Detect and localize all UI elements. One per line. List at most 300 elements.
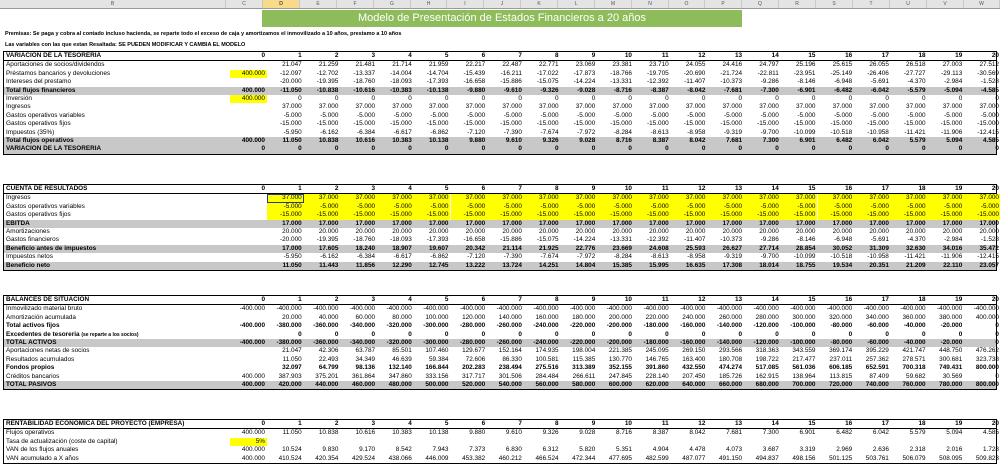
cell-year-15[interactable]: -23.951 xyxy=(793,69,816,77)
cell-year-7[interactable]: -15.000 xyxy=(500,120,522,128)
cell-year-18[interactable]: 2.318 xyxy=(909,446,926,454)
cell-year-14[interactable]: 7.300 xyxy=(762,136,779,144)
cell-year-6[interactable]: -15.000 xyxy=(463,120,486,128)
cell-year-13[interactable]: 26.627 xyxy=(722,244,743,252)
cell-year-1[interactable]: -5.950 xyxy=(283,253,302,261)
cell-year-17[interactable]: -60.000 xyxy=(867,322,889,330)
cell-year-4[interactable]: 46.639 xyxy=(392,355,412,363)
cell-year-2[interactable]: -15.000 xyxy=(304,211,341,219)
cell-year-5[interactable]: -10.138 xyxy=(426,86,449,94)
cell-year-5[interactable]: 59.384 xyxy=(428,355,449,363)
cell-year-14[interactable]: 198.722 xyxy=(755,355,779,363)
cell-year-17[interactable]: 0 xyxy=(885,145,889,153)
cell-year-20[interactable]: 323.738 xyxy=(975,355,999,363)
cell-year-3[interactable]: 17.000 xyxy=(355,219,376,227)
cell-year-4[interactable]: -15.000 xyxy=(377,211,414,219)
cell-year-13[interactable]: 260.000 xyxy=(718,313,743,321)
cell-year-7[interactable]: 21.114 xyxy=(502,244,522,252)
cell-year-4[interactable]: -320.000 xyxy=(386,338,412,346)
cell-year-8[interactable]: -400.000 xyxy=(533,305,559,313)
cell-year-7[interactable]: -260.000 xyxy=(496,322,522,330)
cell-year-18[interactable]: -15.000 xyxy=(903,120,926,128)
cell-year-11[interactable]: -8.613 xyxy=(650,253,669,261)
cell-year-17[interactable]: -5.691 xyxy=(870,236,889,244)
cell-year-13[interactable]: 17.000 xyxy=(722,219,743,227)
cell-year-11[interactable]: 146.765 xyxy=(645,355,669,363)
cell-year-9[interactable]: -5.000 xyxy=(561,203,598,211)
cell-year-18[interactable]: 20.000 xyxy=(906,227,926,235)
cell-year-10[interactable]: 477.695 xyxy=(608,454,632,462)
cell-year-1[interactable]: -15.000 xyxy=(267,211,304,219)
cell-year-20[interactable]: 800.000 xyxy=(975,380,999,388)
cell-year-4[interactable]: 347.860 xyxy=(388,372,412,380)
cell-year-17[interactable]: 20.000 xyxy=(869,227,889,235)
cell-year-3[interactable]: -15.000 xyxy=(353,120,376,128)
cell-year-14[interactable]: 162.915 xyxy=(755,372,779,380)
cell-year-12[interactable]: 37.000 xyxy=(685,103,706,111)
cell-year-4[interactable]: 10.383 xyxy=(392,136,412,144)
cell-year-3[interactable]: -340.000 xyxy=(349,338,376,346)
cell-year-7[interactable]: -5.000 xyxy=(487,203,524,211)
cell-year-4[interactable]: -5.000 xyxy=(393,111,412,119)
cell-year-15[interactable]: 561.036 xyxy=(792,364,816,372)
cell-year-9[interactable]: -14.224 xyxy=(573,78,596,86)
cell-year-0[interactable]: -400.000 xyxy=(239,322,265,330)
cell-year-6[interactable]: 0 xyxy=(481,94,486,102)
cell-year-15[interactable]: -400.000 xyxy=(790,305,816,313)
cell-year-8[interactable]: 100.581 xyxy=(535,355,559,363)
cell-year-7[interactable]: 9.610 xyxy=(505,136,522,144)
cell-year-18[interactable]: -4.370 xyxy=(907,236,926,244)
cell-year-10[interactable]: 17.000 xyxy=(612,219,632,227)
cell-year-14[interactable]: -120.000 xyxy=(753,322,779,330)
cell-year-19[interactable]: -5.000 xyxy=(928,203,965,211)
cell-year-14[interactable]: 0 xyxy=(775,145,779,153)
cell-year-15[interactable]: 6.901 xyxy=(799,136,816,144)
cell-year-2[interactable]: -15.000 xyxy=(316,120,339,128)
cell-year-14[interactable]: 37.000 xyxy=(744,194,781,202)
cell-year-19[interactable]: -29.113 xyxy=(941,69,963,77)
cell-year-19[interactable]: -5.000 xyxy=(944,111,963,119)
cell-year-7[interactable]: 540.000 xyxy=(498,380,522,388)
cell-year-6[interactable]: -400.000 xyxy=(459,305,486,313)
cell-year-6[interactable]: 453.382 xyxy=(462,454,486,462)
cell-year-0[interactable]: 400.000 xyxy=(241,446,265,454)
cell-year-2[interactable]: 22.493 xyxy=(318,355,339,363)
cell-year-2[interactable]: 17.605 xyxy=(318,244,339,252)
cell-year-9[interactable]: -15.000 xyxy=(561,211,598,219)
cell-year-15[interactable]: 700.000 xyxy=(792,380,816,388)
cell-year-17[interactable]: -400.000 xyxy=(863,305,889,313)
cell-year-4[interactable]: 21.714 xyxy=(392,61,412,69)
cell-year-5[interactable]: -5.000 xyxy=(430,111,449,119)
cell-year-5[interactable]: 37.000 xyxy=(428,103,449,111)
cell-year-7[interactable]: 238.494 xyxy=(498,364,522,372)
cell-year-19[interactable]: 30.569 xyxy=(942,372,963,380)
cell-year-10[interactable]: -15.000 xyxy=(597,211,634,219)
cell-year-11[interactable]: 8.387 xyxy=(652,136,669,144)
cell-year-19[interactable]: 300.681 xyxy=(939,355,963,363)
cell-year-4[interactable]: 17.000 xyxy=(392,219,412,227)
cell-year-17[interactable]: -15.000 xyxy=(867,120,889,128)
cell-year-13[interactable]: 17.308 xyxy=(722,261,743,269)
cell-year-15[interactable]: 217.477 xyxy=(792,355,816,363)
cell-year-19[interactable]: 2.016 xyxy=(946,446,963,454)
cell-year-13[interactable]: 7.681 xyxy=(726,429,743,437)
cell-year-7[interactable]: 0 xyxy=(518,94,522,102)
cell-year-18[interactable]: 5.579 xyxy=(909,136,926,144)
cell-year-19[interactable]: -20.000 xyxy=(940,338,963,346)
cell-year-5[interactable]: -17.393 xyxy=(426,78,449,86)
cell-year-5[interactable]: -17.393 xyxy=(426,236,449,244)
cell-year-18[interactable]: 26.518 xyxy=(906,61,926,69)
cell-year-20[interactable]: 0 xyxy=(995,330,999,338)
cell-year-16[interactable]: 37.000 xyxy=(832,103,853,111)
cell-year-20[interactable]: 4.585 xyxy=(982,136,999,144)
cell-year-10[interactable]: -8.716 xyxy=(613,86,632,94)
cell-year-3[interactable]: 460.000 xyxy=(351,380,376,388)
cell-year-16[interactable]: 0 xyxy=(848,94,853,102)
cell-year-11[interactable]: 37.000 xyxy=(649,103,669,111)
cell-year-17[interactable]: 0 xyxy=(885,330,889,338)
cell-year-3[interactable]: 10.616 xyxy=(355,429,376,437)
cell-year-8[interactable]: 21.925 xyxy=(539,244,559,252)
cell-year-4[interactable]: 132.140 xyxy=(388,364,412,372)
cell-year-2[interactable]: 37.000 xyxy=(318,103,339,111)
cell-year-13[interactable]: 180.708 xyxy=(718,355,743,363)
cell-year-19[interactable]: 0 xyxy=(958,145,963,153)
cell-year-9[interactable]: 22.776 xyxy=(575,244,596,252)
cell-year-18[interactable]: 360.000 xyxy=(902,313,926,321)
cell-year-6[interactable]: 0 xyxy=(481,145,486,153)
cell-year-5[interactable]: 0 xyxy=(444,94,449,102)
cell-year-0[interactable]: 400.000 xyxy=(241,429,265,437)
cell-year-8[interactable]: 14.251 xyxy=(539,261,559,269)
cell-year-6[interactable]: -15.439 xyxy=(463,69,486,77)
cell-year-6[interactable]: 20.000 xyxy=(465,227,486,235)
cell-year-10[interactable]: -200.000 xyxy=(606,322,632,330)
cell-year-18[interactable]: -27.727 xyxy=(903,69,926,77)
cell-year-14[interactable]: 494.837 xyxy=(755,454,779,462)
cell-year-11[interactable]: 17.000 xyxy=(649,219,669,227)
cell-year-3[interactable]: 37.000 xyxy=(340,194,377,202)
cell-year-6[interactable]: 17.000 xyxy=(465,219,486,227)
cell-year-9[interactable]: 580.000 xyxy=(572,380,596,388)
cell-year-5[interactable]: 19.607 xyxy=(428,244,449,252)
cell-year-14[interactable]: -9.286 xyxy=(760,78,779,86)
cell-year-12[interactable]: 4.478 xyxy=(689,446,706,454)
cell-year-7[interactable]: 301.506 xyxy=(498,372,522,380)
cell-year-10[interactable]: 20.000 xyxy=(612,227,632,235)
cell-year-17[interactable]: 740.000 xyxy=(865,380,889,388)
cell-year-17[interactable]: 6.042 xyxy=(872,136,889,144)
cell-year-8[interactable]: -240.000 xyxy=(533,322,559,330)
cell-year-16[interactable]: -10.518 xyxy=(830,128,853,136)
cell-year-17[interactable]: 340.000 xyxy=(865,313,889,321)
cell-year-3[interactable]: -13.337 xyxy=(353,69,376,77)
cell-year-11[interactable]: -180.000 xyxy=(643,338,669,346)
cell-year-12[interactable]: 487.077 xyxy=(682,454,706,462)
cell-year-11[interactable]: 23.710 xyxy=(649,61,669,69)
cell-year-16[interactable]: 320.000 xyxy=(829,313,853,321)
cell-year-2[interactable]: 17.000 xyxy=(318,219,339,227)
cell-year-16[interactable]: -400.000 xyxy=(826,305,853,313)
column-header-v[interactable]: V xyxy=(927,0,964,8)
cell-year-13[interactable]: -10.373 xyxy=(720,78,743,86)
cell-year-5[interactable]: -6.862 xyxy=(430,128,449,136)
cell-year-15[interactable]: 17.000 xyxy=(795,219,816,227)
cell-year-6[interactable]: 317.717 xyxy=(462,372,486,380)
cell-year-7[interactable]: -400.000 xyxy=(496,305,522,313)
cell-year-5[interactable]: 107.460 xyxy=(425,347,449,355)
cell-year-17[interactable]: 31.309 xyxy=(869,244,889,252)
cell-year-4[interactable]: 0 xyxy=(408,94,412,102)
cell-year-6[interactable]: 20.342 xyxy=(465,244,486,252)
cell-year-3[interactable]: 11.856 xyxy=(355,261,376,269)
cell-year-6[interactable]: -280.000 xyxy=(459,322,486,330)
cell-year-3[interactable]: 63.787 xyxy=(355,347,376,355)
cell-year-18[interactable]: 700.318 xyxy=(902,364,926,372)
cell-year-15[interactable]: 6.901 xyxy=(799,429,816,437)
cell-year-15[interactable]: -15.000 xyxy=(781,211,818,219)
cell-year-16[interactable]: -5.000 xyxy=(834,111,853,119)
cell-year-19[interactable]: -11.906 xyxy=(941,253,963,261)
cell-year-15[interactable]: -10.099 xyxy=(793,253,816,261)
cell-year-5[interactable]: 17.000 xyxy=(428,219,449,227)
cell-year-11[interactable]: 15.995 xyxy=(649,261,669,269)
cell-year-17[interactable]: -5.000 xyxy=(870,111,889,119)
cell-year-3[interactable]: 60.000 xyxy=(355,313,376,321)
cell-year-8[interactable]: -15.000 xyxy=(536,120,559,128)
cell-year-6[interactable]: 0 xyxy=(481,330,486,338)
cell-year-19[interactable]: -5.094 xyxy=(944,86,963,94)
cell-year-18[interactable]: -15.000 xyxy=(891,211,928,219)
cell-year-18[interactable]: 0 xyxy=(922,145,926,153)
cell-year-4[interactable]: 10.383 xyxy=(392,429,412,437)
cell-year-2[interactable]: 11.443 xyxy=(319,261,339,269)
cell-year-18[interactable]: 59.682 xyxy=(906,372,926,380)
cell-year-11[interactable]: 220.000 xyxy=(645,313,669,321)
cell-year-11[interactable]: -19.705 xyxy=(647,69,669,77)
cell-year-4[interactable]: -320.000 xyxy=(386,322,412,330)
cell-year-11[interactable]: 245.095 xyxy=(645,347,669,355)
cell-year-6[interactable]: 37.000 xyxy=(451,194,488,202)
cell-year-18[interactable]: -5.000 xyxy=(907,111,926,119)
cell-year-14[interactable]: 0 xyxy=(775,330,779,338)
cell-year-16[interactable]: -5.000 xyxy=(818,203,855,211)
cell-year-5[interactable]: 12.745 xyxy=(428,261,449,269)
cell-year-3[interactable]: 37.000 xyxy=(355,103,376,111)
cell-year-14[interactable]: 37.000 xyxy=(759,103,779,111)
cell-year-10[interactable]: 23.381 xyxy=(612,61,632,69)
cell-year-3[interactable]: 21.481 xyxy=(355,61,376,69)
cell-year-11[interactable]: -12.392 xyxy=(647,78,669,86)
cell-year-17[interactable]: -26.406 xyxy=(867,69,889,77)
cell-year-16[interactable]: 720.000 xyxy=(829,380,853,388)
cell-year-13[interactable]: -5.000 xyxy=(707,203,744,211)
cell-year-10[interactable]: 200.000 xyxy=(608,313,632,321)
cell-year-17[interactable]: 37.000 xyxy=(854,194,891,202)
cell-year-9[interactable]: 20.000 xyxy=(575,227,596,235)
cell-year-19[interactable]: 34.016 xyxy=(942,244,963,252)
cell-year-10[interactable]: 221.385 xyxy=(608,347,632,355)
cell-year-9[interactable]: -220.000 xyxy=(570,338,596,346)
cell-year-16[interactable]: -80.000 xyxy=(830,338,853,346)
cell-year-2[interactable]: 21.259 xyxy=(318,61,339,69)
column-header-b[interactable]: B xyxy=(0,0,226,8)
cell-year-17[interactable]: 87.409 xyxy=(869,372,889,380)
cell-year-2[interactable]: 64.799 xyxy=(318,364,339,372)
cell-year-1[interactable]: -5.950 xyxy=(283,128,302,136)
cell-year-14[interactable]: -400.000 xyxy=(753,305,779,313)
cell-year-18[interactable]: -5.579 xyxy=(907,86,926,94)
cell-year-10[interactable]: 600.000 xyxy=(608,380,632,388)
cell-year-11[interactable]: -8.387 xyxy=(650,86,669,94)
cell-year-3[interactable]: 429.524 xyxy=(351,454,376,462)
cell-year-16[interactable]: -6.948 xyxy=(834,236,853,244)
cell-year-7[interactable]: -15.886 xyxy=(500,78,522,86)
cell-year-7[interactable]: -5.000 xyxy=(503,111,522,119)
cell-year-18[interactable]: 5.579 xyxy=(909,429,926,437)
cell-year-11[interactable]: 0 xyxy=(665,94,669,102)
column-header-r[interactable]: R xyxy=(779,0,816,8)
cell-year-15[interactable]: 37.000 xyxy=(795,103,816,111)
cell-year-3[interactable]: 98.136 xyxy=(355,364,376,372)
cell-year-15[interactable]: 20.000 xyxy=(795,227,816,235)
cell-year-7[interactable]: 0 xyxy=(518,330,522,338)
cell-year-18[interactable]: -4.370 xyxy=(907,78,926,86)
cell-year-9[interactable]: -5.000 xyxy=(577,111,596,119)
cell-year-6[interactable]: -5.000 xyxy=(451,203,488,211)
cell-year-10[interactable]: -400.000 xyxy=(606,305,632,313)
cell-year-14[interactable]: -5.000 xyxy=(760,111,779,119)
column-header-h[interactable]: H xyxy=(411,0,447,8)
cell-year-12[interactable]: -5.000 xyxy=(687,111,706,119)
cell-year-20[interactable]: 35.472 xyxy=(979,244,999,252)
cell-year-5[interactable]: 20.000 xyxy=(428,227,449,235)
cell-year-7[interactable]: 37.000 xyxy=(502,103,522,111)
cell-year-9[interactable]: 266.611 xyxy=(572,372,596,380)
cell-year-15[interactable]: 28.854 xyxy=(795,244,816,252)
cell-year-17[interactable]: 26.055 xyxy=(869,61,889,69)
cell-year-14[interactable]: 0 xyxy=(775,94,779,102)
cell-year-13[interactable]: -15.000 xyxy=(720,120,743,128)
cell-year-1[interactable]: 32.097 xyxy=(282,364,302,372)
cell-year-2[interactable]: 440.000 xyxy=(315,380,339,388)
cell-year-13[interactable]: 0 xyxy=(738,330,743,338)
cell-year-6[interactable]: -7.120 xyxy=(467,128,486,136)
cell-year-12[interactable]: -15.000 xyxy=(671,211,708,219)
cell-year-10[interactable]: 15.385 xyxy=(612,261,632,269)
column-header-p[interactable]: P xyxy=(705,0,742,8)
cell-year-10[interactable]: 352.155 xyxy=(608,364,632,372)
cell-year-3[interactable]: -10.616 xyxy=(353,86,376,94)
cell-year-4[interactable]: 85.501 xyxy=(392,347,412,355)
cell-year-6[interactable]: 129.677 xyxy=(462,347,486,355)
cell-year-1[interactable]: 21.047 xyxy=(282,347,302,355)
cell-year-3[interactable]: -6.384 xyxy=(356,253,376,261)
cell-year-16[interactable]: -80.000 xyxy=(830,322,853,330)
cell-year-8[interactable]: 37.000 xyxy=(539,103,559,111)
cell-year-9[interactable]: -7.972 xyxy=(577,128,596,136)
cell-year-1[interactable]: 20.000 xyxy=(282,313,302,321)
cell-year-4[interactable]: -5.000 xyxy=(377,203,414,211)
cell-year-1[interactable]: 20.000 xyxy=(282,227,302,235)
cell-year-10[interactable]: 8.716 xyxy=(615,429,632,437)
cell-year-19[interactable]: 0 xyxy=(958,330,963,338)
cell-year-8[interactable]: 560.000 xyxy=(535,380,559,388)
cell-year-11[interactable]: -180.000 xyxy=(643,322,669,330)
cell-year-9[interactable]: 5.820 xyxy=(579,446,596,454)
cell-year-20[interactable]: 37.000 xyxy=(979,103,999,111)
cell-year-0[interactable]: 0 xyxy=(261,145,265,153)
cell-year-19[interactable]: 37.000 xyxy=(942,103,963,111)
cell-year-6[interactable]: -16.658 xyxy=(463,78,486,86)
cell-year-2[interactable]: 10.838 xyxy=(318,136,339,144)
cell-year-18[interactable]: 506.079 xyxy=(902,454,926,462)
cell-year-10[interactable]: -5.000 xyxy=(613,111,632,119)
cell-year-12[interactable]: -11.407 xyxy=(684,236,706,244)
cell-year-16[interactable]: 30.052 xyxy=(832,244,853,252)
cell-year-0[interactable]: 400.000 xyxy=(230,70,267,78)
cell-year-7[interactable]: -9.610 xyxy=(503,86,522,94)
cell-year-15[interactable]: 18.755 xyxy=(795,261,816,269)
cell-year-9[interactable]: 198.004 xyxy=(572,347,596,355)
cell-year-17[interactable]: 17.000 xyxy=(869,219,889,227)
cell-year-16[interactable]: -15.000 xyxy=(830,120,853,128)
cell-year-2[interactable]: 9.830 xyxy=(322,446,339,454)
cell-year-18[interactable]: 0 xyxy=(922,94,926,102)
cell-year-2[interactable]: 42.306 xyxy=(318,347,339,355)
cell-year-11[interactable]: 482.599 xyxy=(645,454,669,462)
cell-year-17[interactable]: 503.761 xyxy=(865,454,889,462)
cell-year-19[interactable]: -20.000 xyxy=(940,322,963,330)
cell-year-10[interactable]: -15.000 xyxy=(610,120,632,128)
cell-year-14[interactable]: 18.014 xyxy=(759,261,779,269)
cell-year-11[interactable]: -12.392 xyxy=(647,236,669,244)
cell-year-9[interactable]: -220.000 xyxy=(570,322,596,330)
cell-year-20[interactable]: -15.000 xyxy=(977,120,999,128)
cell-year-16[interactable]: 25.615 xyxy=(832,61,853,69)
cell-year-14[interactable]: 3.687 xyxy=(762,446,779,454)
cell-year-1[interactable]: 10.524 xyxy=(282,446,302,454)
cell-year-12[interactable]: -400.000 xyxy=(680,305,706,313)
column-header-w[interactable]: W xyxy=(964,0,1000,8)
cell-year-12[interactable]: -15.000 xyxy=(683,120,706,128)
cell-year-20[interactable]: -400.000 xyxy=(973,305,999,313)
cell-year-16[interactable]: -15.000 xyxy=(818,211,855,219)
cell-year-17[interactable]: -15.000 xyxy=(854,211,891,219)
cell-year-11[interactable]: 391.860 xyxy=(645,364,669,372)
cell-year-1[interactable]: 11.050 xyxy=(282,136,302,144)
cell-year-19[interactable]: 448.750 xyxy=(939,347,963,355)
cell-year-12[interactable]: 640.000 xyxy=(682,380,706,388)
cell-year-15[interactable]: -10.099 xyxy=(793,128,816,136)
cell-year-17[interactable]: 6.042 xyxy=(872,429,889,437)
cell-year-8[interactable]: 275.516 xyxy=(535,364,559,372)
cell-year-6[interactable]: 120.000 xyxy=(462,313,486,321)
cell-year-7[interactable]: -15.886 xyxy=(500,236,522,244)
cell-year-4[interactable]: 37.000 xyxy=(392,103,412,111)
cell-year-20[interactable]: -4.585 xyxy=(980,86,999,94)
cell-year-19[interactable]: 508.095 xyxy=(939,454,963,462)
cell-year-11[interactable]: 20.000 xyxy=(649,227,669,235)
cell-year-2[interactable]: 0 xyxy=(334,330,339,338)
cell-year-17[interactable]: -6.042 xyxy=(870,86,889,94)
cell-year-0[interactable]: 400.000 xyxy=(241,86,265,94)
cell-year-12[interactable]: 8.042 xyxy=(689,136,706,144)
cell-year-15[interactable]: -8.146 xyxy=(797,78,816,86)
